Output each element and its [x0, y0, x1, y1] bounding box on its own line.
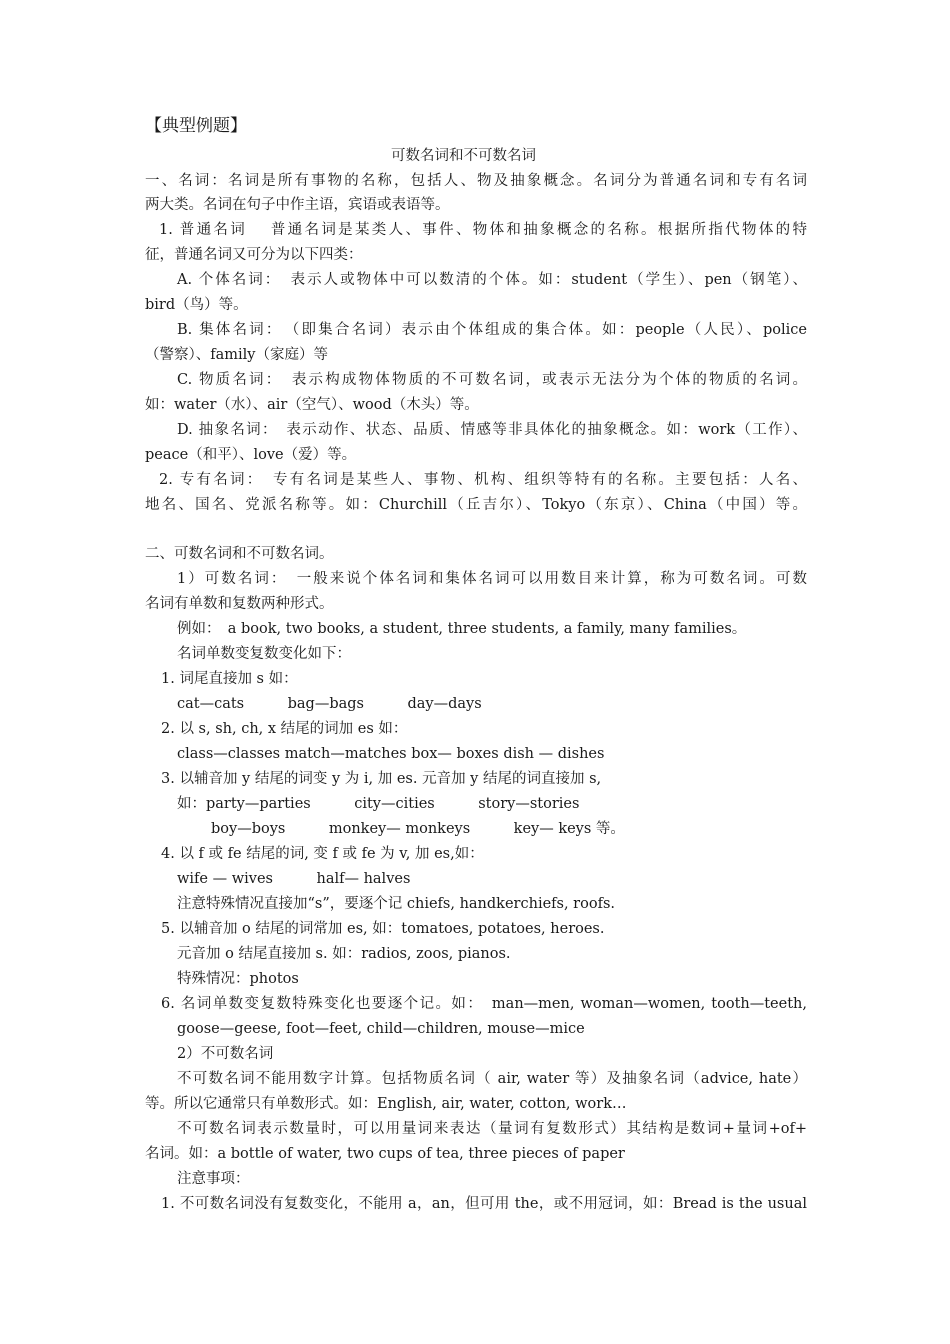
text-line: 注意事项： [177, 1171, 250, 1187]
text-line: 名词单数变复数变化如下： [177, 646, 351, 662]
text-line: 例如： a book, two books, a student, three students, a family, many families。 [177, 621, 747, 637]
text-line: 地名、国名、党派名称等。如：Churchill（丘吉尔）、Tokyo（东京）、China（中国）等。 [145, 497, 807, 513]
text-line: bird（鸟）等。 [145, 297, 248, 313]
text-line: 元音加 o 结尾直接加 s. 如：radios, zoos, pianos. [177, 946, 511, 962]
list-item: 5. 以辅音加 o 结尾的词常加 es, 如：tomatoes, potatoes, heroes. [161, 921, 605, 937]
subsection-heading: 2）不可数名词 [177, 1046, 274, 1062]
text-line: 如：water（水）、air（空气）、wood（木头）等。 [145, 397, 479, 413]
text-line: 1）可数名词： 一般来说个体名词和集体名词可以用数目来计算，称为可数名词。可数 [177, 571, 807, 587]
text-line: D. 抽象名词： 表示动作、状态、品质、情感等非具体化的抽象概念。如：work（工作）、 [177, 422, 807, 438]
text-line: 不可数名词不能用数字计算。包括物质名词（ air, water 等）及抽象名词（advice, hate） [177, 1071, 807, 1087]
list-item: 4. 以 f 或 fe 结尾的词, 变 f 或 fe 为 v, 加 es,如： [161, 846, 484, 862]
text-line: class—classes match—matches box— boxes dish — dishes [177, 746, 605, 762]
text-line: wife — wives half— halves [177, 871, 411, 887]
text-line: 1. 普通名词 普通名词是某类人、事件、物体和抽象概念的名称。根据所指代物体的特 [159, 222, 807, 238]
text-line: 征，普通名词又可分为以下四类： [145, 247, 363, 263]
text-line: 注意特殊情况直接加“s”，要逐个记 chiefs, handkerchiefs, roofs. [177, 896, 615, 912]
text-line: （警察）、family（家庭）等 [145, 347, 328, 363]
text-line: 如：party—parties city—cities story—stories [177, 796, 580, 812]
text-line: peace（和平）、love（爱）等。 [145, 447, 357, 463]
list-item: 3. 以辅音加 y 结尾的词变 y 为 i, 加 es. 元音加 y 结尾的词直接加 s, [161, 771, 602, 787]
text-line: 名词有单数和复数两种形式。 [145, 596, 334, 612]
text-line: 两大类。名词在句子中作主语，宾语或表语等。 [145, 197, 450, 213]
text-line: C. 物质名词： 表示构成物体物质的不可数名词，或表示无法分为个体的物质的名词。 [177, 372, 807, 388]
list-item: 2. 以 s, sh, ch, x 结尾的词加 es 如： [161, 721, 408, 737]
section-header: 【典型例题】 [145, 116, 247, 136]
page-title: 可数名词和不可数名词 [391, 148, 536, 164]
list-item: 1. 不可数名词没有复数变化，不能用 a，an，但可用 the，或不用冠词，如：Bread is the usual [161, 1196, 807, 1212]
list-item: 1. 词尾直接加 s 如： [161, 671, 298, 687]
text-line: goose—geese, foot—feet, child—children, mouse—mice [177, 1021, 585, 1037]
text-line: 不可数名词表示数量时，可以用量词来表达（量词有复数形式）其结构是数词+量词+of+ [177, 1121, 807, 1137]
text-line: B. 集体名词： （即集合名词）表示由个体组成的集合体。如：people（人民）、police [177, 322, 807, 338]
text-line: 特殊情况：photos [177, 971, 299, 987]
text-line: cat—cats bag—bags day—days [177, 696, 482, 712]
text-line: boy—boys monkey— monkeys key— keys 等。 [211, 821, 625, 837]
list-item: 6. 名词单数变复数特殊变化也要逐个记。如： man—men, woman—women, tooth—teeth, [161, 996, 807, 1012]
text-line: 等。所以它通常只有单数形式。如：English, air, water, cotton, work… [145, 1096, 627, 1112]
text-line: A. 个体名词： 表示人或物体中可以数清的个体。如：student（学生）、pen（钢笔）、 [177, 272, 807, 288]
text-line: 名词。如：a bottle of water, two cups of tea, three pieces of paper [145, 1146, 625, 1162]
text-line: 一、名词：名词是所有事物的名称，包括人、物及抽象概念。名词分为普通名词和专有名词 [145, 173, 807, 189]
text-line: 2. 专有名词： 专有名词是某些人、事物、机构、组织等特有的名称。主要包括：人名、 [159, 472, 807, 488]
section-heading: 二、可数名词和不可数名词。 [145, 546, 334, 562]
